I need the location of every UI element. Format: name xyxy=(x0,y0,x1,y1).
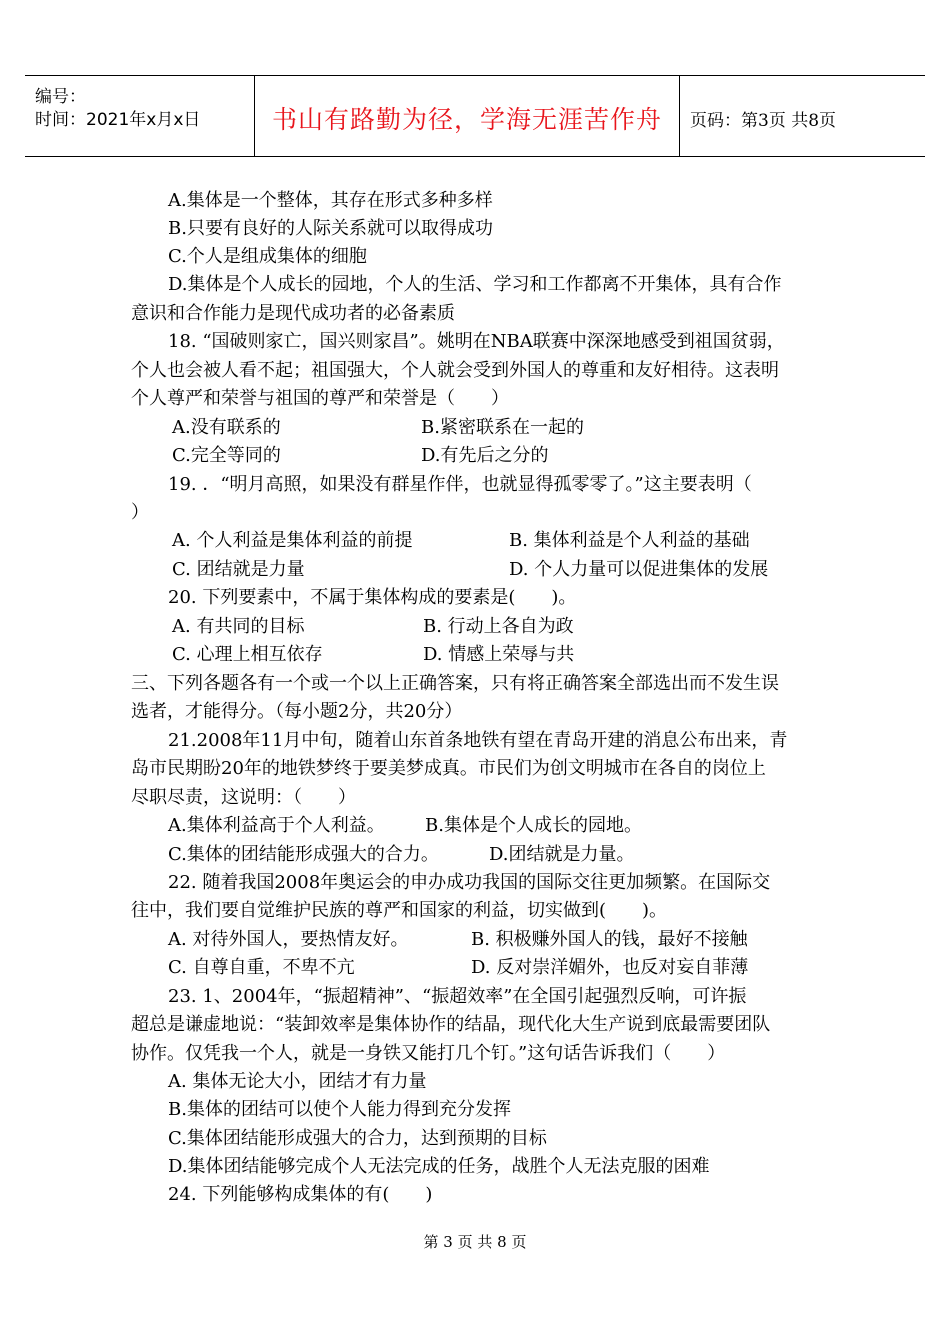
section-heading: 选者，才能得分。（每小题2分，共20分） xyxy=(131,701,463,722)
text-line: C.个人是组成集体的细胞 xyxy=(168,246,367,267)
text-line: B.只要有良好的人际关系就可以取得成功 xyxy=(168,218,493,239)
option: C. 团结就是力量 xyxy=(172,559,305,580)
option: C.集体团结能形成强大的合力，达到预期的目标 xyxy=(168,1128,547,1149)
question-19: 19. ．“明月高照，如果没有群星作伴，也就显得孤零零了。”这主要表明（ xyxy=(168,474,752,495)
question-22: 22. 随着我国2008年奥运会的申办成功我国的国际交往更加频繁。在国际交 xyxy=(168,872,771,893)
text-line: 协作。仅凭我一个人，就是一身铁又能打几个钉。”这句话告诉我们（ ） xyxy=(131,1043,726,1064)
option: C.集体的团结能形成强大的合力。 xyxy=(168,844,439,865)
question-23: 23. 1、2004年，“振超精神”、“振超效率”在全国引起强烈反响，可许振 xyxy=(168,986,747,1007)
option: B.集体是个人成长的园地。 xyxy=(425,815,642,836)
option: D. 情感上荣辱与共 xyxy=(423,644,575,665)
option: C. 自尊自重，不卑不亢 xyxy=(168,957,355,978)
option: A. 对待外国人，要热情友好。 xyxy=(168,929,409,950)
text-line: 岛市民期盼20年的地铁梦终于要美梦成真。市民们为创文明城市在各自的岗位上 xyxy=(131,758,766,779)
text-line: 个人尊严和荣誉与祖国的尊严和荣誉是（ ） xyxy=(131,388,509,409)
motto: 书山有路勤为径，学海无涯苦作舟 xyxy=(271,105,662,134)
option: A.集体利益高于个人利益。 xyxy=(168,815,385,836)
header-middle-cell xyxy=(255,76,680,156)
option: B. 行动上各自为政 xyxy=(423,616,574,637)
option: A. 集体无论大小，团结才有力量 xyxy=(168,1071,427,1092)
option: B.集体的团结可以使个人能力得到充分发挥 xyxy=(168,1099,511,1120)
option: C.完全等同的 xyxy=(172,445,281,466)
text-line: ） xyxy=(131,502,149,523)
header-right-cell xyxy=(680,76,925,156)
time-label: 时间：2021年x月x日 xyxy=(35,110,201,130)
text-line: 个人也会被人看不起；祖国强大，个人就会受到外国人的尊重和友好相待。这表明 xyxy=(131,360,779,381)
text-line: 意识和合作能力是现代成功者的必备素质 xyxy=(131,303,455,324)
option: B. 集体利益是个人利益的基础 xyxy=(509,530,750,551)
section-heading: 三、下列各题各有一个或一个以上正确答案，只有将正确答案全部选出而不发生误 xyxy=(131,673,779,694)
question-21: 21.2008年11月中旬，随着山东首条地铁有望在青岛开建的消息公布出来，青 xyxy=(168,730,788,751)
number-label: 编号： xyxy=(35,87,86,107)
option: A. 有共同的目标 xyxy=(172,616,305,637)
text-line: 超总是谦虚地说：“装卸效率是集体协作的结晶，现代化大生产说到底最需要团队 xyxy=(131,1014,771,1035)
question-20: 20. 下列要素中，不属于集体构成的要素是( )。 xyxy=(168,587,577,608)
text-line: A.集体是一个整体，其存在形式多种多样 xyxy=(168,190,493,211)
header-left-cell xyxy=(25,76,255,156)
text-line: D.集体是个人成长的园地，个人的生活、学习和工作都离不开集体，具有合作 xyxy=(168,274,782,295)
page-footer: 第 3 页 共 8 页 xyxy=(423,1233,527,1251)
question-18: 18. “国破则家亡，国兴则家昌”。姚明在NBA联赛中深深地感受到祖国贫弱， xyxy=(168,331,785,352)
page-info: 页码：第3页 共8页 xyxy=(690,111,837,131)
option: B.紧密联系在一起的 xyxy=(421,417,584,438)
option: B. 积极赚外国人的钱，最好不接触 xyxy=(471,929,748,950)
option: C. 心理上相互依存 xyxy=(172,644,323,665)
text-line: 往中，我们要自觉维护民族的尊严和国家的利益，切实做到( )。 xyxy=(131,900,668,921)
option: D.有先后之分的 xyxy=(421,445,549,466)
option: D. 反对崇洋媚外，也反对妄自菲薄 xyxy=(471,957,749,978)
text-line: 尽职尽责，这说明：（ ） xyxy=(131,787,356,808)
question-24: 24. 下列能够构成集体的有( ) xyxy=(168,1184,433,1205)
page-header xyxy=(25,75,925,157)
option: A. 个人利益是集体利益的前提 xyxy=(172,530,413,551)
option: A.没有联系的 xyxy=(172,417,281,438)
option: D.团结就是力量。 xyxy=(489,844,635,865)
option: D. 个人力量可以促进集体的发展 xyxy=(509,559,769,580)
option: D.集体团结能够完成个人无法完成的任务，战胜个人无法克服的困难 xyxy=(168,1156,710,1177)
